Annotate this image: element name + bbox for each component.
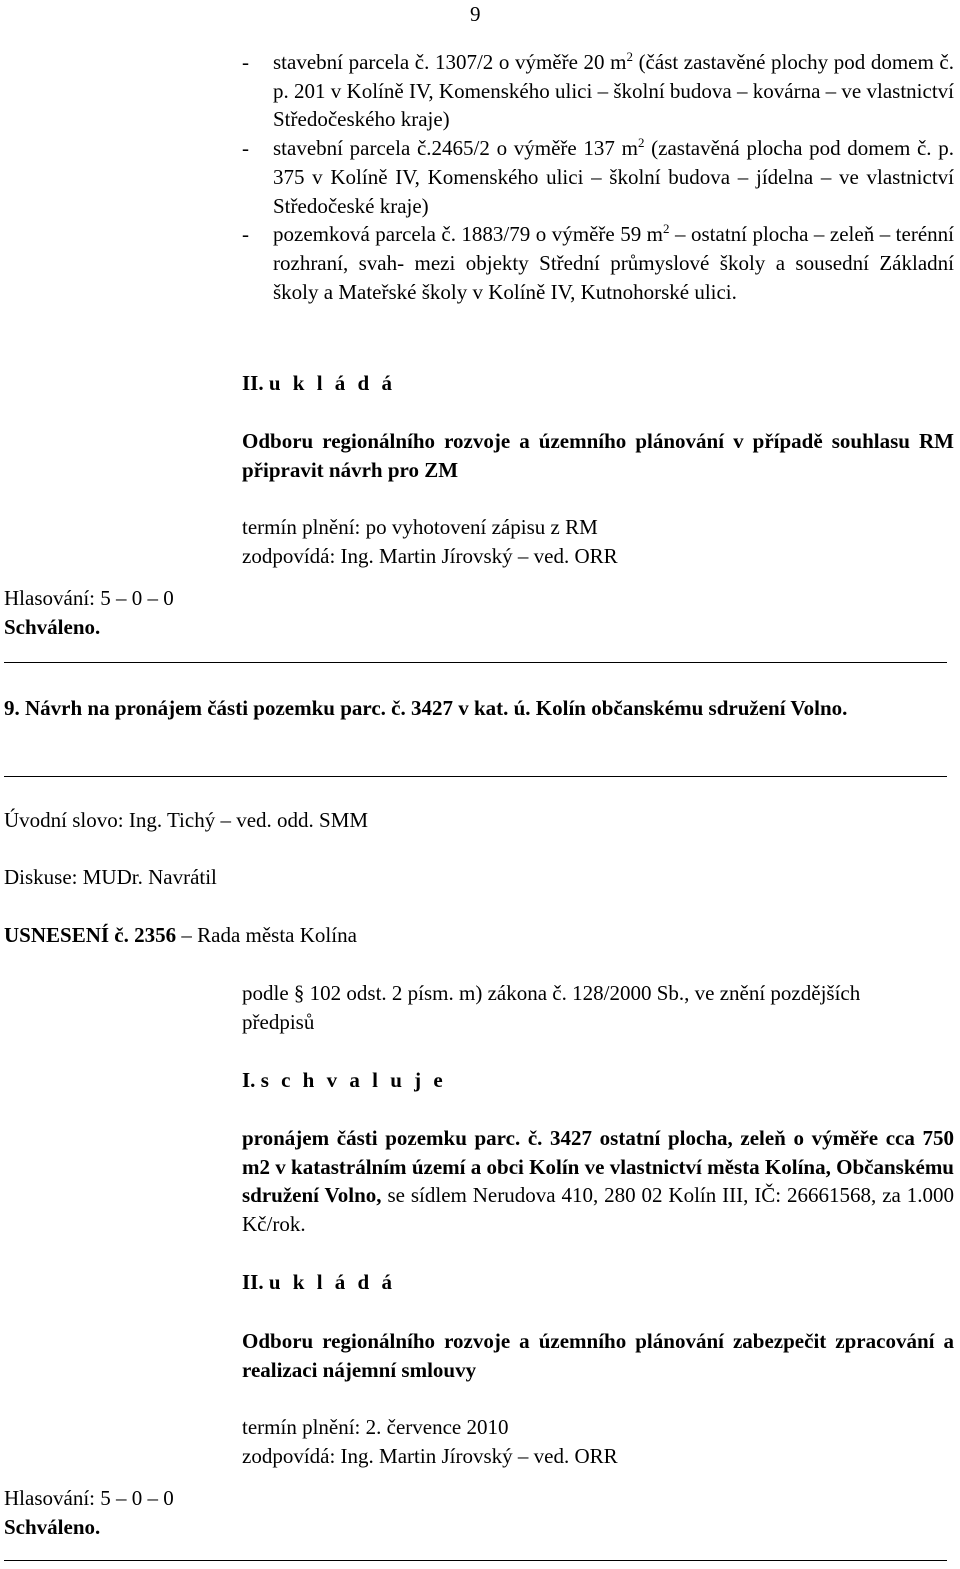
section-heading — [242, 1066, 954, 1095]
approved-status: Schváleno. — [4, 1515, 101, 1539]
list-dash: - — [242, 136, 249, 161]
list-text: (zastavěná plocha pod domem č. p. 375 v Kolíně IV, Komenského ulici – školní budova – jídelna – ve vlastnictví Středočeské kraje) — [273, 136, 954, 218]
responsible: zodpovídá: Ing. Martin Jírovský – ved. ORR — [242, 1444, 618, 1468]
superscript: 2 — [626, 49, 633, 64]
parcel-list — [242, 48, 954, 306]
section-roman: II. — [242, 371, 264, 395]
list-text: – ostatní plocha – zeleň – terénní rozhraní, svah- mezi objekty Střední průmyslové školy a sousední Základní školy a Mateřské školy v Kolíně IV, Kutnohorské ulici. — [273, 222, 954, 304]
section-verb: s c h v a l u j e — [260, 1068, 447, 1092]
list-text: (část zastavěné plochy pod domem č. p. 201 v Kolíně IV, Komenského ulici – školní budova – kovárna – ve vlastnictví Středočeského kraje) — [273, 50, 954, 132]
list-item — [242, 48, 954, 134]
intro-speaker: Úvodní slovo: Ing. Tichý – ved. odd. SMM — [4, 808, 369, 832]
list-dash: - — [242, 222, 249, 247]
vote-result: Hlasování: 5 – 0 – 0 — [4, 1486, 174, 1510]
task-text: Odboru regionálního rozvoje a územního plánování v případě souhlasu RM připravit návrh pro ZM — [242, 429, 954, 482]
approval-text — [242, 1124, 954, 1239]
section-verb: u k l á d á — [268, 371, 396, 395]
resolution-number: USNESENÍ č. 2356 — [4, 923, 177, 947]
approved-status: Schváleno. — [4, 615, 101, 639]
section-roman: I. — [242, 1068, 256, 1092]
list-dash: - — [242, 50, 249, 74]
list-item — [242, 220, 954, 306]
deadline: termín plnění: po vyhotovení zápisu z RM — [242, 515, 598, 539]
list-text: pozemková parcela č. 1883/79 o výměře 59 m — [273, 222, 664, 247]
superscript: 2 — [637, 135, 645, 151]
agenda-item-heading: 9. Návrh na pronájem části pozemku parc. č. 3427 v kat. ú. Kolín občanskému sdružení Volno. — [4, 696, 848, 720]
approval-details: se sídlem Nerudova 410, 280 02 Kolín III, IČ: 26661568, za 1.000 Kč/rok. — [242, 1183, 954, 1237]
section-roman: II. — [242, 1270, 264, 1294]
vote-result: Hlasování: 5 – 0 – 0 — [4, 586, 174, 610]
superscript: 2 — [663, 221, 670, 237]
responsible: zodpovídá: Ing. Martin Jírovský – ved. ORR — [242, 544, 618, 568]
task-text: Odboru regionálního rozvoje a územního plánování zabezpečit zpracování a realizaci nájemní smlouvy — [242, 1329, 954, 1382]
approval-subject: pronájem části pozemku parc. č. 3427 ostatní plocha, zeleň o výměře cca 750 m2 v katastrálním území a obci Kolín ve vlastnictví města Kolína, Občanskému sdružení Volno, — [242, 1126, 954, 1208]
list-text: stavební parcela č. 1307/2 o výměře 20 m — [273, 50, 627, 74]
resolution-title — [4, 921, 357, 950]
legal-basis: podle § 102 odst. 2 písm. m) zákona č. 128/2000 Sb., ve znění pozdějších předpisů — [242, 981, 861, 1034]
list-text: stavební parcela č.2465/2 o výměře 137 m — [273, 136, 638, 161]
deadline: termín plnění: 2. července 2010 — [242, 1415, 509, 1439]
divider — [4, 662, 947, 663]
resolution-body: – Rada města Kolína — [176, 923, 357, 947]
section-heading — [242, 369, 954, 398]
divider — [4, 776, 947, 777]
section-heading — [242, 1268, 954, 1297]
divider — [4, 1560, 947, 1561]
list-item — [242, 134, 954, 220]
discussion: Diskuse: MUDr. Navrátil — [4, 865, 217, 889]
section-verb: u k l á d á — [268, 1270, 396, 1294]
page-number: 9 — [470, 2, 481, 26]
